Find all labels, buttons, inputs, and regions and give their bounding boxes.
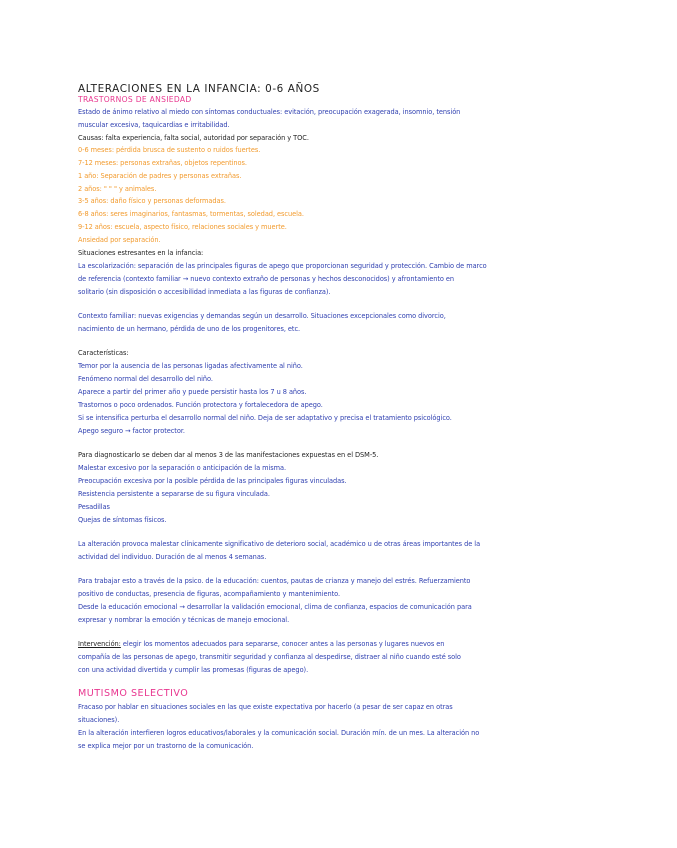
age-line: 6-8 años: seres imaginarios, fantasmas, tormentas, soledad, escuela.	[78, 210, 304, 218]
text-line: expresar y nombrar la emoción y técnicas de manejo emocional.	[78, 616, 290, 624]
text-line: La escolarización: separación de las principales figuras de apego que proporcionan seguridad y protección. Cambio de marco	[78, 262, 487, 270]
text-line: Pesadillas	[78, 503, 110, 511]
text-line: Quejas de síntomas físicos.	[78, 516, 167, 524]
text-line: Para trabajar esto a través de la psico. de la educación: cuentos, pautas de crianza y manejo del estrés. Refuerzamiento	[78, 577, 471, 585]
text-line: compañía de las personas de apego, transmitir seguridad y confianza al despedirse, distraer al niño cuando esté solo	[78, 653, 461, 661]
text-line: Fenómeno normal del desarrollo del niño.	[78, 375, 213, 383]
section-heading-anxiety: TRASTORNOS DE ANSIEDAD	[78, 95, 192, 104]
diagnosis-heading: Para diagnosticarlo se deben dar al menos 3 de las manifestaciones expuestas en el DSM-5.	[78, 451, 379, 459]
age-line: 2 años: " " " y animales.	[78, 185, 157, 193]
text-line: En la alteración interfieren logros educativos/laborales y la comunicación social. Duración mín. de un mes. La alteración no	[78, 729, 480, 737]
situations-heading: Situaciones estresantes en la infancia:	[78, 249, 204, 257]
text-line: Estado de ánimo relativo al miedo con síntomas conductuales: evitación, preocupación exagerada, insomnio, tensión	[78, 108, 461, 116]
text-line: Resistencia persistente a separarse de su figura vinculada.	[78, 490, 270, 498]
text-line: muscular excesiva, taquicardias e irritabilidad.	[78, 121, 230, 129]
intervention-label: Intervención:	[78, 640, 121, 648]
text-line: positivo de conductas, presencia de figuras, acompañamiento y mantenimiento.	[78, 590, 341, 598]
text-line: Aparece a partir del primer año y puede persistir hasta los 7 u 8 años.	[78, 388, 307, 396]
age-line: 3-5 años: daño físico y personas deformadas.	[78, 197, 226, 205]
text-line: con una actividad divertida y cumplir las promesas (figuras de apego).	[78, 666, 309, 674]
text-line: situaciones).	[78, 716, 120, 724]
text-line: Malestar excesivo por la separación o anticipación de la misma.	[78, 464, 287, 472]
text-line: Preocupación excesiva por la posible pérdida de las principales figuras vinculadas.	[78, 477, 347, 485]
text-line: se explica mejor por un trastorno de la comunicación.	[78, 742, 254, 750]
age-line: 1 año: Separación de padres y personas extrañas.	[78, 172, 242, 180]
intervention-line	[78, 641, 444, 648]
text-line: actividad del individuo. Duración de al menos 4 semanas.	[78, 553, 267, 561]
page-title: ALTERACIONES EN LA INFANCIA: 0-6 AÑOS	[78, 83, 320, 95]
text-line: de referencia (contexto familiar → nuevo contexto extraño de personas y hechos desconocidos) y afrontamiento en	[78, 275, 455, 283]
age-line: 7-12 meses: personas extrañas, objetos repentinos.	[78, 159, 247, 167]
text-line: Si se intensifica perturba el desarrollo normal del niño. Deja de ser adaptativo y precisa el tratamiento psicológico.	[78, 414, 452, 422]
text-line: Desde la educación emocional → desarrollar la validación emocional, clima de confianza, espacios de comunicación para	[78, 603, 472, 611]
section-heading-mutism: MUTISMO SELECTIVO	[78, 688, 189, 699]
text-line: La alteración provoca malestar clínicamente significativo de deterioro social, académico u de otras áreas importantes de la	[78, 540, 481, 548]
text-line: Temor por la ausencia de las personas ligadas afectivamente al niño.	[78, 362, 303, 370]
subheading-separation-anxiety: Ansiedad por separación.	[78, 236, 161, 244]
text-line: Apego seguro → factor protector.	[78, 427, 185, 435]
age-line: 9-12 años: escuela, aspecto físico, relaciones sociales y muerte.	[78, 223, 287, 231]
text-line: solitario (sin disposición o accesibilidad inmediata a las figuras de confianza).	[78, 288, 331, 296]
age-line: 0-6 meses: pérdida brusca de sustento o ruidos fuertes.	[78, 146, 261, 154]
intervention-text: elegir los momentos adecuados para separarse, conocer antes a las personas y lugares nuevos en	[120, 640, 445, 648]
text-line: Fracaso por hablar en situaciones sociales en las que existe expectativa por hacerlo (a pesar de ser capaz en otras	[78, 703, 453, 711]
causes-line: Causas: falta experiencia, falta social, autoridad por separación y TOC.	[78, 134, 309, 142]
characteristics-heading: Características:	[78, 349, 129, 357]
text-line: nacimiento de un hermano, pérdida de uno de los progenitores, etc.	[78, 325, 301, 333]
text-line: Contexto familiar: nuevas exigencias y demandas según un desarrollo. Situaciones excepcionales como divorcio,	[78, 312, 446, 320]
text-line: Trastornos o poco ordenados. Función protectora y fortalecedora de apego.	[78, 401, 323, 409]
